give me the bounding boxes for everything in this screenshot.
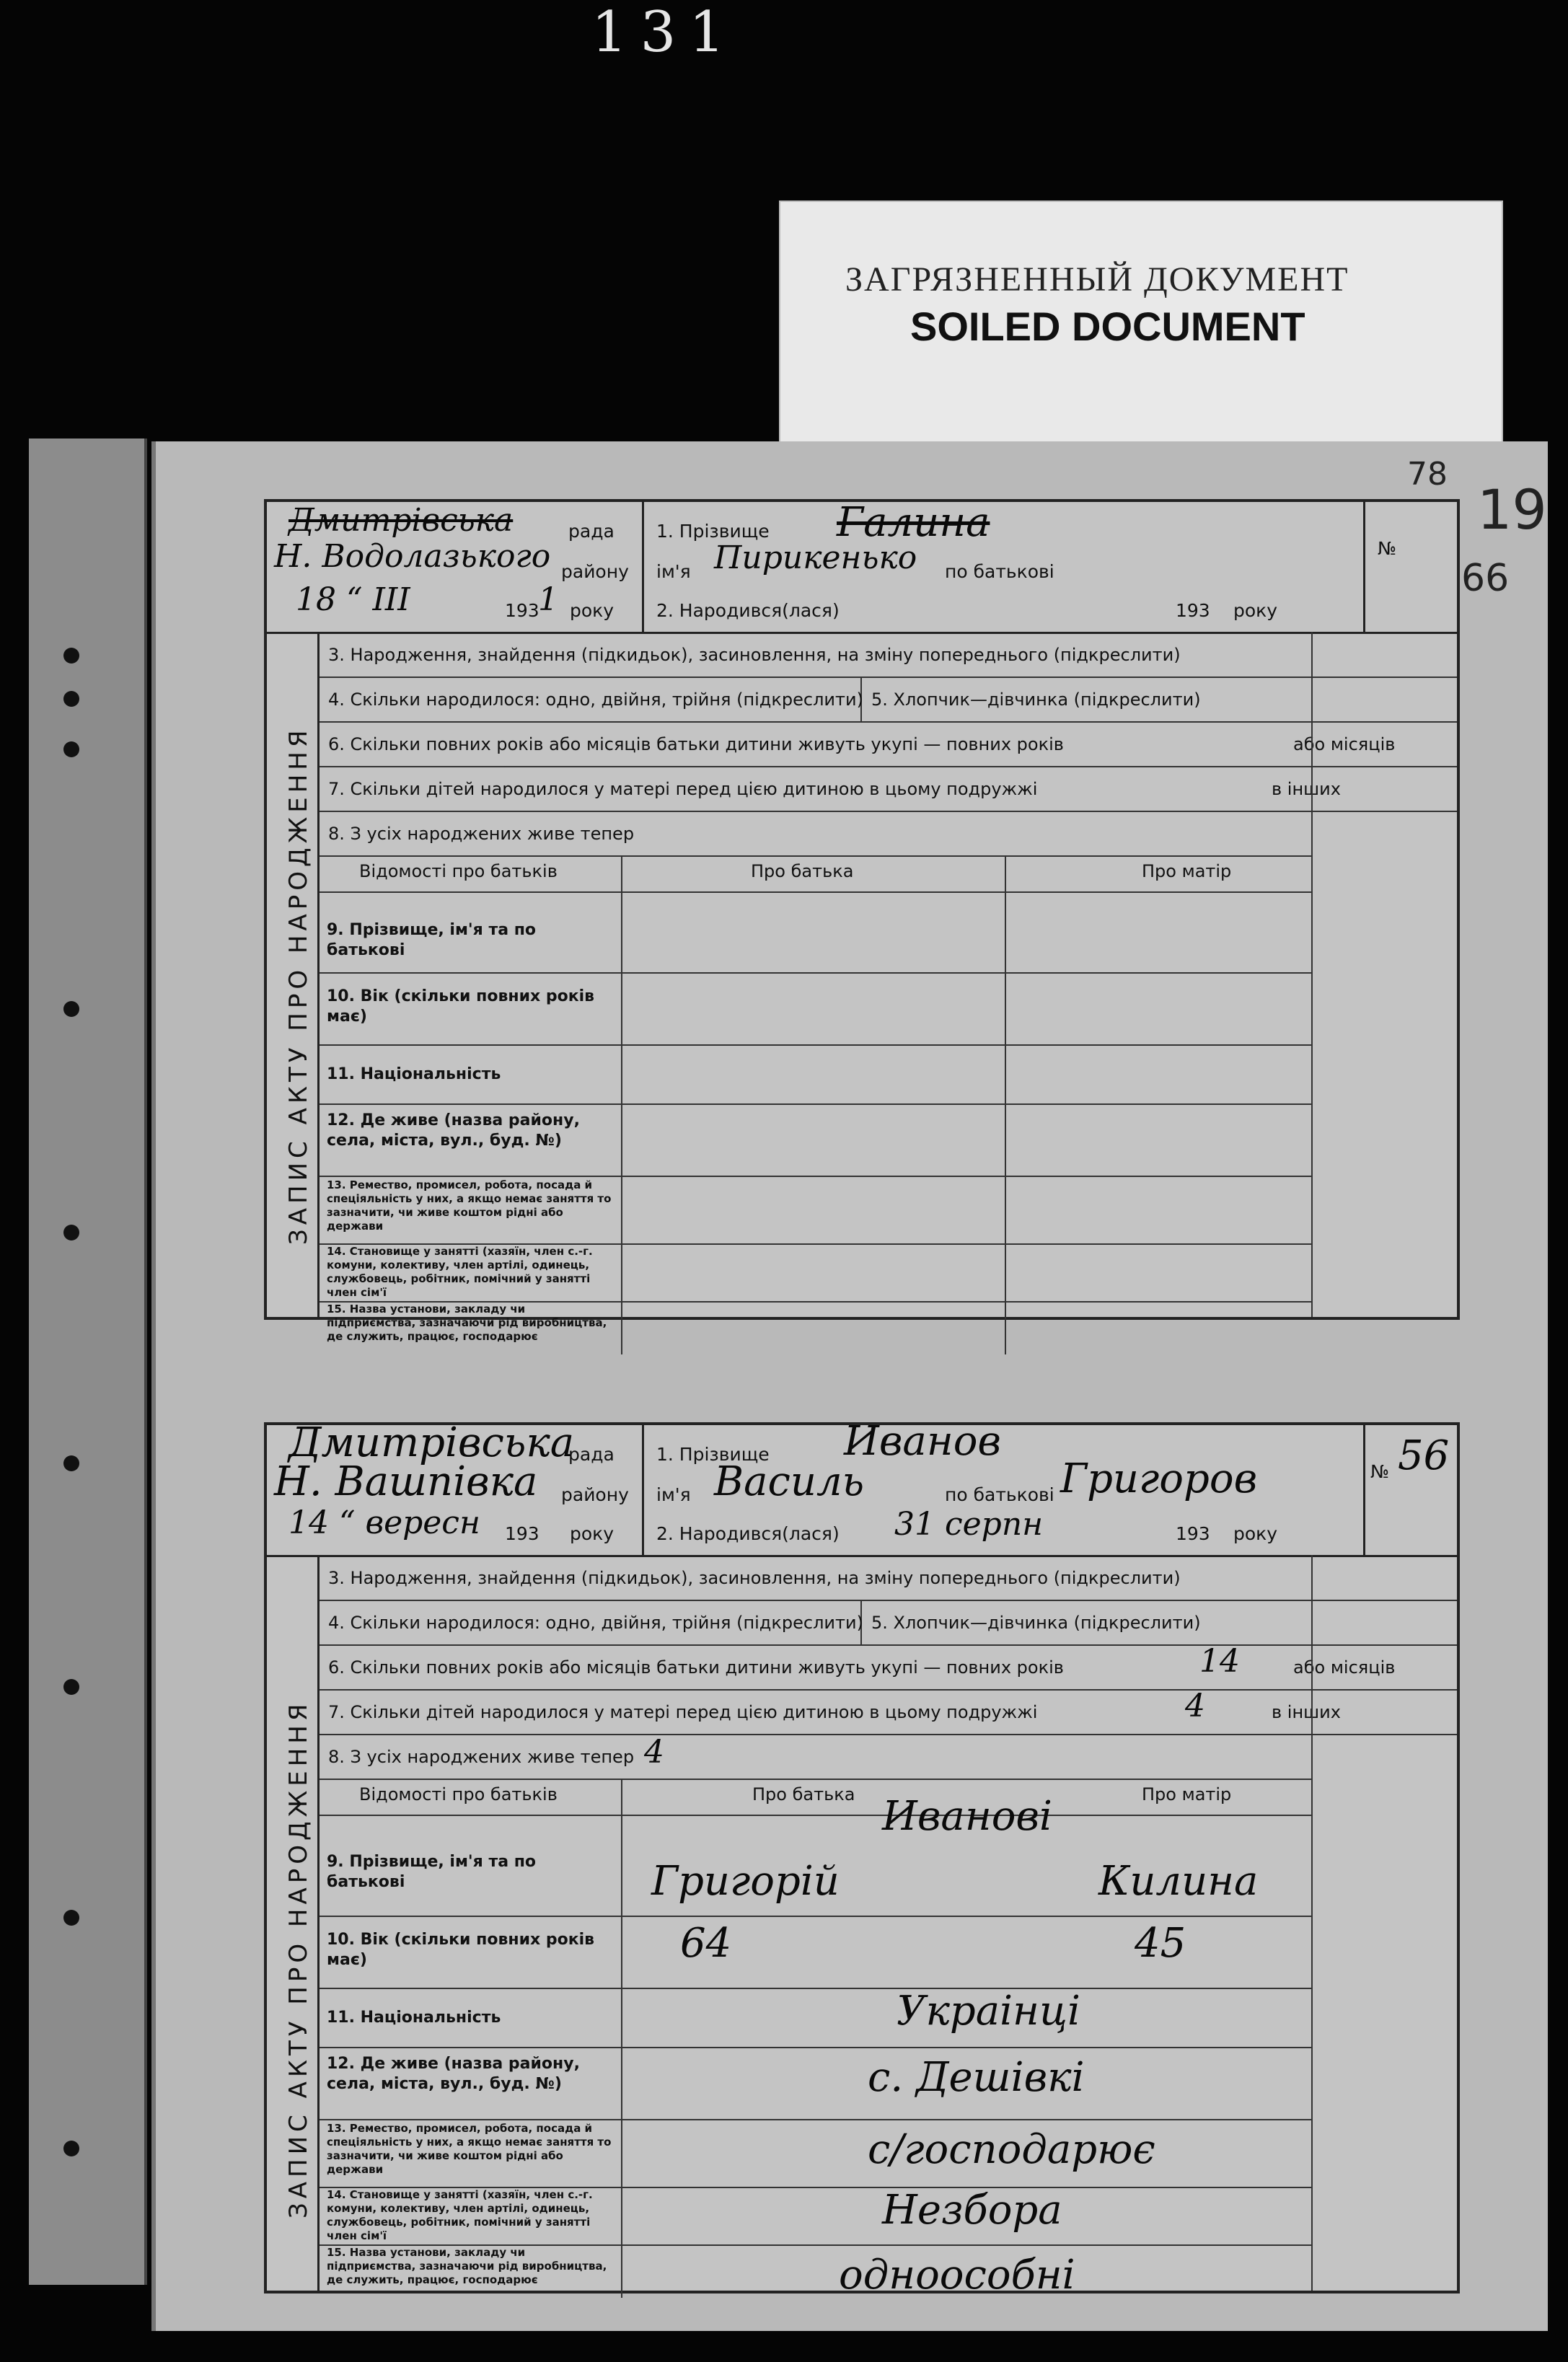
register-page: [151, 441, 1548, 2331]
row-8: [320, 811, 1313, 857]
born-handwritten: 31 серпн: [894, 1506, 1044, 1543]
row-3: [320, 1555, 1457, 1601]
row-9-label: 9. Прізвище, ім'я та по батькові: [327, 1853, 537, 1891]
record-number-box: [1363, 502, 1457, 632]
row-8: [320, 1734, 1313, 1780]
born-year-label: року: [1233, 1523, 1278, 1544]
row-7b-text: в інших: [1272, 1702, 1341, 1722]
row-6-text: 6. Скільки повних років або місяців батьки дитини живуть укупі — повних років: [328, 1657, 1064, 1678]
mother-name-handwritten: Килина: [1098, 1858, 1259, 1905]
rada-handwritten: Дмитрівська: [289, 502, 514, 539]
parents-header-cell: [320, 1779, 622, 1815]
row-7-text: 7. Скільки дітей народилося у матері перед цією дитиною в цьому подружжі: [328, 1702, 1038, 1722]
row-12-label: 12. Де живе (назва району, села, міста, вул., буд. №): [327, 2055, 580, 2093]
row-15-label: 15. Назва установи, закладу чи підприємства, зазначаючи рід виробництва, де служить, працює, господарює: [327, 1303, 607, 1343]
born-label: 2. Народився(лася): [656, 1523, 840, 1544]
row-5-text: 5. Хлопчик—дівчинка (підкреслити): [871, 1613, 1201, 1633]
row-10-label: 10. Вік (скільки повних років має): [327, 987, 595, 1026]
row-14: [320, 1243, 1313, 1303]
row-15: [320, 2244, 1313, 2298]
row-7-text: 7. Скільки дітей народилося у матері перед цією дитиною в цьому подружжі: [328, 779, 1038, 799]
row-3: [320, 632, 1457, 678]
row-13-father-cell: [621, 1176, 1006, 1243]
born-year-prefix: 193: [1176, 600, 1210, 621]
row-14-label-cell: [320, 1243, 622, 1301]
archive-number: 131: [591, 0, 738, 65]
row-15-label: 15. Назва установи, закладу чи підприємства, зазначаючи рід виробництва, де служить, працює, господарює: [327, 2246, 607, 2286]
years-together-handwritten: 14: [1199, 1643, 1240, 1680]
row-14-label: 14. Становище у занятті (хазяїн, член с.-г. комуни, колективу, член артілі, одинець, службовець, робітник, помічний у занятті член сім'ї: [327, 2188, 593, 2242]
number-label: №: [1378, 538, 1397, 559]
punch-hole: [63, 691, 79, 707]
row-7: [320, 766, 1457, 812]
row-14-label: 14. Становище у занятті (хазяїн, член с.-г. комуни, колективу, член артілі, одинець, службовець, робітник, помічний у занятті член сім'ї: [327, 1245, 593, 1299]
registry-info: [267, 502, 644, 632]
mother-header: Про матір: [1142, 861, 1232, 881]
raion-label: району: [561, 561, 629, 582]
father-name-handwritten: Григорій: [651, 1858, 840, 1905]
surname-label: 1. Прізвище: [656, 521, 770, 542]
record-number-box: [1363, 1425, 1457, 1555]
row-6b-text: або місяців: [1293, 734, 1396, 754]
row-7b-text: в інших: [1272, 779, 1341, 799]
row-13-label: 13. Ремество, промисел, робота, посада й спеціяльність у них, а якщо немає заняття то зазначити, чи живе коштом рідні або держави: [327, 2122, 612, 2176]
binding-strip: [29, 439, 147, 2285]
child-names: [642, 499, 1365, 632]
row-8-text: 8. З усіх народжених живе тепер: [328, 824, 635, 844]
row-14: [320, 2187, 1313, 2246]
page-number-a: 78: [1407, 456, 1448, 493]
row-13-label-cell: [320, 1176, 622, 1243]
surname-handwritten: Иванов: [844, 1418, 1002, 1465]
parents-header-row: [320, 1779, 1313, 1816]
record-rows: [320, 632, 1457, 1343]
father-header-cell: [621, 855, 1006, 891]
rada-handwritten: Дмитрівська: [289, 1419, 575, 1466]
side-title-box: [267, 632, 320, 1317]
mother-header: Про матір: [1142, 1784, 1232, 1804]
row-9-label-cell: [320, 1815, 622, 1916]
row-4-text: 4. Скільки народилося: одно, двійня, трійня (підкреслити): [328, 689, 863, 710]
patronymic-label: по батькові: [945, 1484, 1054, 1505]
punch-hole: [63, 1455, 79, 1471]
alive-now-handwritten: 4: [644, 1734, 664, 1771]
year-label: року: [570, 600, 615, 621]
row-10-label: 10. Вік (скільки повних років має): [327, 1931, 595, 1969]
row-3-text: 3. Народження, знайдення (підкидьок), засиновлення, на зміну попереднього (підкреслити): [328, 645, 1181, 665]
child-names: [642, 1418, 1365, 1555]
born-year-prefix: 193: [1176, 1523, 1210, 1544]
year-handwritten: 1: [538, 581, 558, 618]
row-6-text: 6. Скільки повних років або місяців батьки дитини живуть укупі — повних років: [328, 734, 1064, 754]
father-header: Про батька: [751, 861, 854, 881]
row-13: [320, 2119, 1313, 2188]
parents-header: Відомості про батьків: [359, 1784, 558, 1804]
row-11: [320, 1044, 1313, 1105]
side-title-box: [267, 1555, 320, 2291]
row-9-father-cell: [621, 891, 1006, 972]
year-prefix: 193: [505, 600, 539, 621]
birth-record-1: [264, 499, 1460, 1343]
name-handwritten: Василь: [714, 1458, 865, 1505]
employment-handwritten: одноособні: [839, 2252, 1075, 2299]
row-12: [320, 1103, 1313, 1177]
row-5-text: 5. Хлопчик—дівчинка (підкреслити): [871, 689, 1201, 710]
birth-record-2: [264, 1418, 1460, 2299]
row-11-label: 11. Національність: [327, 2009, 501, 2027]
punch-hole: [63, 1679, 79, 1695]
row-11-label: 11. Національність: [327, 1065, 501, 1083]
row-6: [320, 1644, 1457, 1691]
date-handwritten: 14 “ вересн: [289, 1504, 480, 1541]
row-11-label-cell: [320, 1044, 622, 1103]
punch-hole: [63, 1225, 79, 1241]
record-rows: [320, 1555, 1457, 2299]
row-15-label-cell: [320, 2244, 622, 2298]
name-label: ім'я: [656, 1484, 691, 1505]
number-label: №: [1370, 1461, 1390, 1482]
parents-surname-handwritten: Ивановi: [882, 1793, 1052, 1840]
row-12-label-cell: [320, 1103, 622, 1176]
status-handwritten: Незбора: [882, 2187, 1062, 2234]
row-9: [320, 891, 1313, 974]
punch-hole: [63, 1001, 79, 1017]
row-15: [320, 1301, 1313, 1354]
father-header: Про батька: [752, 1784, 855, 1804]
parents-header: Відомості про батьків: [359, 861, 558, 881]
raion-label: району: [561, 1484, 629, 1505]
date-handwritten: 18 “ III: [296, 581, 410, 618]
label-russian: ЗАГРЯЗНЕННЫЙ ДОКУМЕНТ: [845, 260, 1349, 299]
parents-header-cell: [320, 855, 622, 891]
side-title: ЗАПИС АКТУ ПРО НАРОДЖЕННЯ: [284, 1699, 313, 2218]
year-prefix: 193: [505, 1523, 539, 1544]
side-title: ЗАПИС АКТУ ПРО НАРОДЖЕННЯ: [284, 726, 313, 1245]
surname-label: 1. Прізвище: [656, 1444, 770, 1465]
page-number-b: 19: [1477, 477, 1547, 542]
right-margin-line: [1311, 632, 1313, 1317]
page-number-c: 66: [1461, 557, 1510, 600]
rada-label: рада: [568, 521, 615, 542]
raion-handwritten: Н. Вашпівка: [274, 1458, 538, 1505]
label-english: SOILED DOCUMENT: [910, 304, 1305, 349]
row-14-father-cell: [621, 1243, 1006, 1301]
soiled-document-label: [779, 200, 1503, 449]
row-3-text: 3. Народження, знайдення (підкидьок), засиновлення, на зміну попереднього (підкреслити): [328, 1568, 1181, 1588]
row-14-label-cell: [320, 2187, 622, 2244]
registry-info: [267, 1419, 644, 1555]
row-10: [320, 972, 1313, 1046]
born-year-label: року: [1233, 600, 1278, 621]
row-4-5: [320, 1600, 1457, 1646]
row-15-father-cell: [621, 1301, 1006, 1354]
row-10-label-cell: [320, 1916, 622, 1988]
row-4-cell: [320, 677, 862, 721]
row-6b-text: або місяців: [1293, 1657, 1396, 1678]
row-7: [320, 1689, 1457, 1735]
row-9-label-cell: [320, 891, 622, 972]
name-handwritten: Пирикенько: [714, 539, 917, 576]
children-before-handwritten: 4: [1185, 1688, 1205, 1724]
row-13: [320, 1176, 1313, 1245]
record-header: [267, 499, 1457, 634]
row-11-father-cell: [621, 1044, 1006, 1103]
row-12-label: 12. Де живе (назва району, села, міста, вул., буд. №): [327, 1111, 580, 1150]
raion-handwritten: Н. Водолазького: [274, 538, 551, 575]
row-4-5: [320, 677, 1457, 723]
row-4-text: 4. Скільки народилося: одно, двійня, трійня (підкреслити): [328, 1613, 863, 1633]
row-11-label-cell: [320, 1988, 622, 2047]
mother-age-handwritten: 45: [1135, 1920, 1186, 1967]
born-label: 2. Народився(лася): [656, 600, 840, 621]
patronymic-label: по батькові: [945, 561, 1054, 582]
row-6: [320, 721, 1457, 767]
row-8-text: 8. З усіх народжених живе тепер: [328, 1747, 635, 1767]
row-13-label-cell: [320, 2119, 622, 2187]
right-margin-line: [1311, 1555, 1313, 2291]
father-age-handwritten: 64: [680, 1920, 732, 1967]
record-header: [267, 1418, 1457, 1557]
row-12-label-cell: [320, 2047, 622, 2119]
row-10-father-cell: [621, 972, 1006, 1044]
punch-hole: [63, 2141, 79, 2156]
row-4-cell: [320, 1600, 862, 1644]
row-12: [320, 2047, 1313, 2120]
record-number-handwritten: 56: [1398, 1432, 1450, 1479]
row-10: [320, 1916, 1313, 1989]
patronymic-handwritten: Григоров: [1060, 1455, 1258, 1502]
name-label: ім'я: [656, 561, 691, 582]
rada-label: рада: [568, 1444, 615, 1465]
parents-header-row: [320, 855, 1313, 893]
row-11: [320, 1988, 1313, 2048]
row-13-label: 13. Ремество, промисел, робота, посада й спеціяльність у них, а якщо немає заняття то зазначити, чи живе коштом рідні або держави: [327, 1178, 612, 1233]
surname-handwritten: Галина: [837, 499, 990, 546]
punch-hole: [63, 1910, 79, 1926]
residence-handwritten: с. Дешівкі: [868, 2054, 1085, 2101]
punch-hole: [63, 741, 79, 757]
row-15-label-cell: [320, 1301, 622, 1354]
row-10-label-cell: [320, 972, 622, 1044]
row-12-father-cell: [621, 1103, 1006, 1176]
nationality-handwritten: Украінці: [897, 1988, 1080, 2035]
year-label: року: [570, 1523, 615, 1544]
punch-hole: [63, 648, 79, 664]
row-9-label: 9. Прізвище, ім'я та по батькові: [327, 921, 537, 959]
occupation-handwritten: с/господарює: [868, 2126, 1155, 2173]
